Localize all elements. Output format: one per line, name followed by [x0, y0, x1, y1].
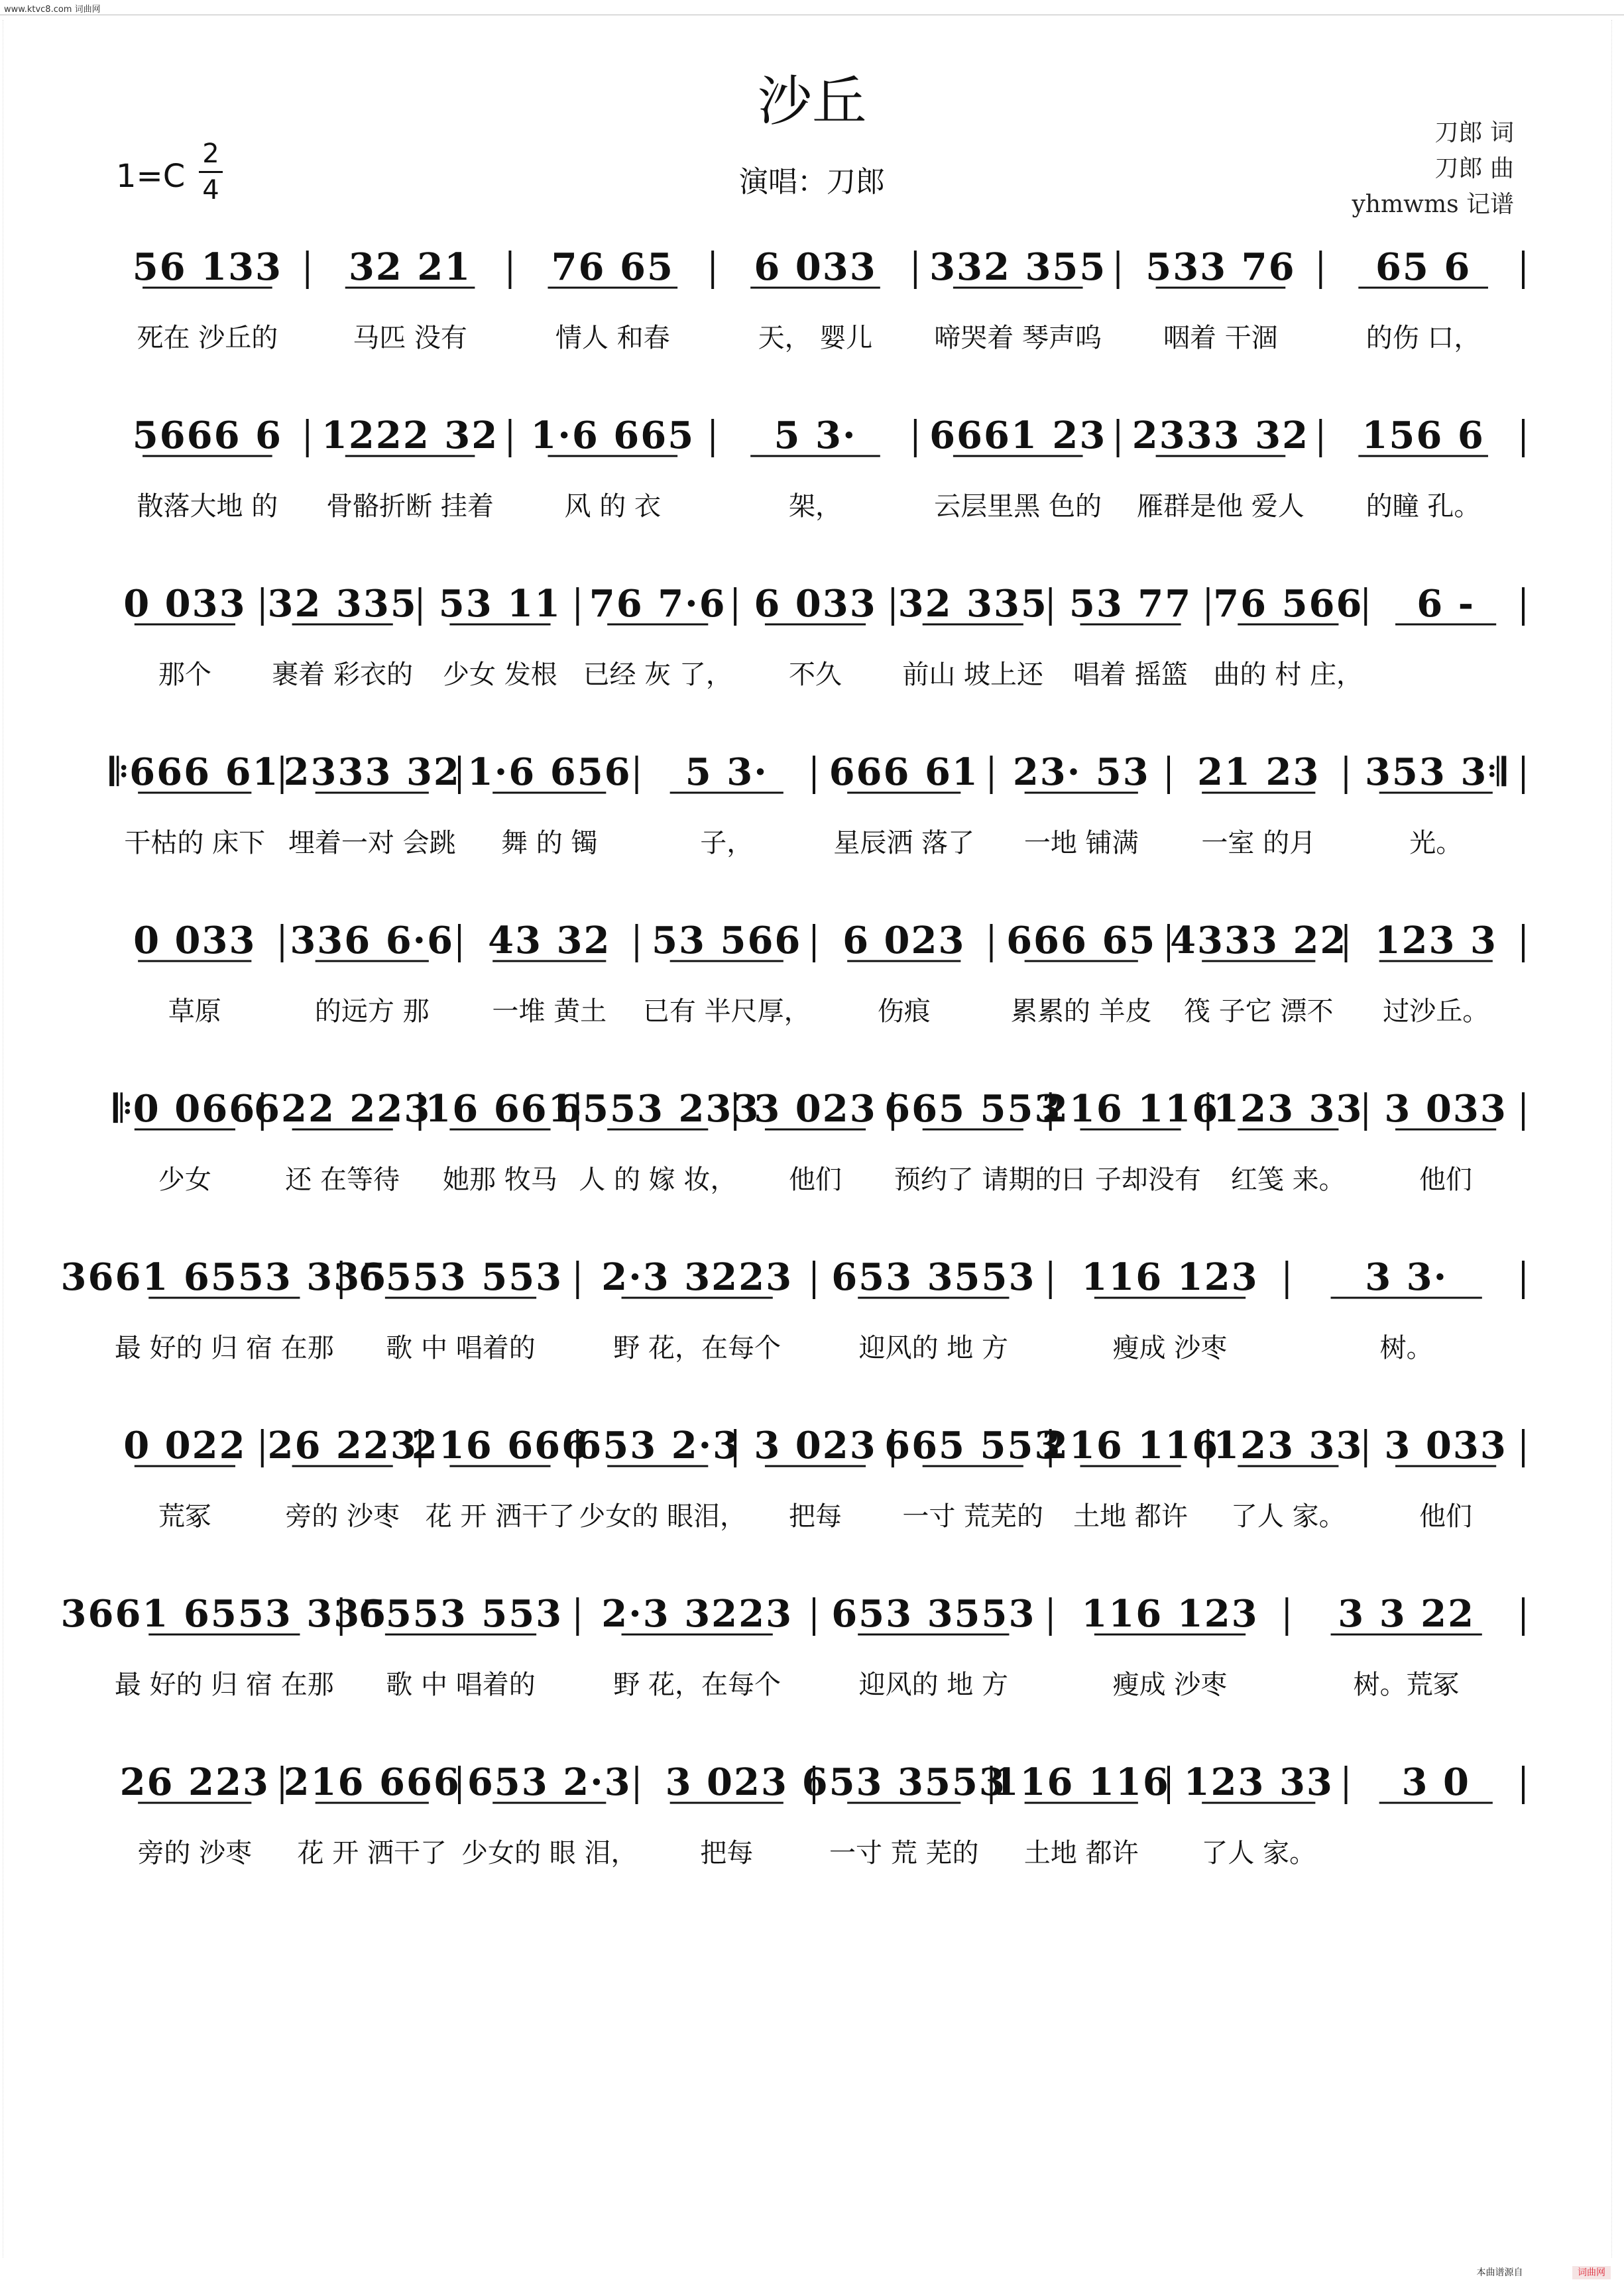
score-row [60, 1249, 1525, 1414]
left-edge-watermark [3, 20, 13, 2257]
lyric-segment: 野 花，在每个 [613, 1333, 781, 1363]
measure-notes: 3 023 [665, 1760, 788, 1804]
score-row [106, 407, 1525, 573]
lyric-segment: 瘦成 沙枣 [1112, 1333, 1228, 1363]
lyric-line [106, 990, 1525, 1030]
lyric-segment: 曲的 村 庄， [1213, 659, 1363, 690]
lyric-segment: 少女的 眼 泪， [461, 1838, 638, 1868]
measure-notes: 0 033 [133, 919, 257, 962]
measure-notes: 53 77 [1069, 582, 1192, 626]
lyric-segment: 啼哭着 琴声呜 [934, 323, 1102, 353]
measure-notes: 1222 32 [321, 414, 499, 457]
measure-notes: 653 2·3 [575, 1424, 740, 1467]
measure-notes: 21 23 [1197, 750, 1320, 794]
lyric-segment: 人 的 嫁 妆， [579, 1165, 737, 1195]
measure-notes: 216 666 [283, 1760, 461, 1804]
lyric-segment: 唱着 摇篮 [1073, 659, 1188, 690]
lyric-segment: 荒冢 [158, 1501, 211, 1532]
source-bar [0, 0, 1624, 15]
measure-notes: 653 2·3 [467, 1760, 632, 1804]
lyric-segment: 的瞳 孔。 [1365, 491, 1481, 522]
lyric-segment: 舞 的 镯 [501, 828, 598, 858]
lyric-segment: 土地 都许 [1073, 1501, 1188, 1532]
footer [1477, 2265, 1611, 2279]
measure-notes: 653 3553 [831, 1255, 1036, 1299]
lyric-segment: 筏 子它 漂不 [1184, 996, 1334, 1027]
footer-site-logo[interactable]: 词曲网 [1572, 2266, 1611, 2279]
measure-notes: 6553 553 [358, 1255, 563, 1299]
lyric-segment: 光。 [1409, 828, 1463, 858]
measure-notes: 3 033 [1384, 1424, 1507, 1467]
measure-notes: 2333 32 [1131, 414, 1310, 457]
composer-credit: 刀郎 曲 [1434, 155, 1514, 182]
measure-notes: 216 116 [1041, 1424, 1220, 1467]
lyric-line [106, 317, 1525, 357]
lyric-segment: 花 开 洒干了 [425, 1501, 575, 1532]
measure-notes: 3 0 [1401, 1760, 1470, 1804]
lyric-segment: 架， [788, 491, 842, 522]
measure-notes: 653 3553 [831, 1592, 1036, 1636]
score-row [60, 1585, 1525, 1751]
measure-notes: 2·3 3223 [601, 1592, 793, 1636]
measure-notes: 1·6 665 [530, 414, 695, 457]
measure-notes: 3 3· [1365, 1255, 1448, 1299]
measure-notes: 332 355 [929, 245, 1107, 289]
lyric-segment: 歌 中 唱着的 [386, 1670, 536, 1700]
measure-notes: 3 023 [754, 1424, 877, 1467]
measure-notes: 666 61 [829, 750, 979, 794]
measure-notes: 76 7·6 [589, 582, 726, 626]
lyric-line [106, 1832, 1525, 1872]
measure-notes: 353 3𝄇 [1364, 750, 1507, 794]
measure-notes: 116 123 [1081, 1592, 1259, 1636]
lyric-line [106, 1327, 1525, 1367]
notation-line [106, 1754, 1525, 1827]
lyric-segment: 最 好的 归 宿 在那 [114, 1333, 334, 1363]
measure-notes: 𝄆0 066 [113, 1087, 257, 1131]
lyric-segment: 野 花，在每个 [613, 1670, 781, 1700]
lyric-line [106, 822, 1525, 862]
source-link[interactable]: www.ktvc8.com 词曲网 [4, 5, 101, 15]
measure-notes: 26 223 [119, 1760, 270, 1804]
lyric-segment: 少女的 眼泪， [579, 1501, 747, 1532]
lyric-segment: 旁的 沙枣 [285, 1501, 400, 1532]
lyric-segment: 树。荒冢 [1353, 1670, 1460, 1700]
notation-line [60, 1585, 1525, 1658]
lyric-segment: 少女 [158, 1165, 211, 1195]
lyric-segment: 少女 发根 [443, 659, 557, 690]
measure-notes: 123 33 [1213, 1424, 1363, 1467]
lyric-segment: 伤痕 [877, 996, 931, 1027]
measure-notes: 622 223 [254, 1087, 432, 1131]
lyric-segment: 一堆 黄土 [492, 996, 607, 1027]
lyric-segment: 土地 都许 [1023, 1838, 1139, 1868]
lyric-segment: 瘦成 沙枣 [1112, 1670, 1228, 1700]
lyric-segment: 死在 沙丘的 [137, 323, 278, 353]
lyric-segment: 把每 [700, 1838, 754, 1868]
measure-notes: 65 6 [1375, 245, 1472, 289]
lyric-segment: 他们 [1419, 1165, 1472, 1195]
measure-notes: 32 335 [267, 582, 418, 626]
lyric-segment: 子， [700, 828, 754, 858]
lyric-segment: 裹着 彩衣的 [272, 659, 413, 690]
lyric-segment: 咽着 干涸 [1163, 323, 1278, 353]
lyric-line [106, 1664, 1525, 1703]
notation-line [106, 407, 1525, 480]
measure-notes: 3661 6553 335 [60, 1592, 388, 1636]
lyric-segment: 了人 家。 [1230, 1501, 1346, 1532]
lyric-segment: 干枯的 床下 [124, 828, 266, 858]
measure-notes: 32 21 [348, 245, 472, 289]
measure-notes: 3 033 [1384, 1087, 1507, 1131]
lyric-segment: 的远方 那 [314, 996, 430, 1027]
lyric-segment: 已有 半尺厚， [642, 996, 811, 1027]
score-row [106, 912, 1525, 1078]
measure-notes: 56 133 [132, 245, 283, 289]
score-row [106, 1417, 1525, 1583]
measure-notes: 216 666 [411, 1424, 589, 1467]
measure-notes: 2·3 3223 [601, 1255, 793, 1299]
measure-notes: 665 553 [884, 1087, 1062, 1131]
lyric-segment: 一寸 荒芜的 [902, 1501, 1044, 1532]
lyric-segment [1348, 1832, 1525, 1872]
lyric-segment: 一地 铺满 [1023, 828, 1139, 858]
lyric-segment: 一寸 荒 芜的 [829, 1838, 979, 1868]
measure-notes: 123 33 [1183, 1760, 1334, 1804]
measure-notes: 4333 22 [1170, 919, 1348, 962]
lyric-segment: 天， 婴儿 [758, 323, 873, 353]
measure-notes: 0 022 [123, 1424, 247, 1467]
measure-notes: 53 11 [438, 582, 562, 626]
lyric-segment: 马匹 没有 [353, 323, 467, 353]
measure-notes: 665 553 [884, 1424, 1062, 1467]
lyric-segment: 的伤 口， [1365, 323, 1481, 353]
measure-notes: 216 116 [1041, 1087, 1220, 1131]
song-title: 沙丘 [757, 70, 866, 133]
lyric-segment: 埋着一对 会跳 [288, 828, 456, 858]
notation-line [60, 1249, 1525, 1322]
lyric-segment: 风 的 衣 [564, 491, 661, 522]
measure-notes: 𝄆666 61 [109, 750, 280, 794]
lyric-segment: 花 开 洒干了 [297, 1838, 447, 1868]
measure-notes: 3 3 22 [1338, 1592, 1476, 1636]
measure-notes: 336 6·6 [290, 919, 455, 962]
measure-notes: 32 335 [898, 582, 1048, 626]
lyric-segment: 累累的 羊皮 [1010, 996, 1152, 1027]
lyric-segment: 迎风的 地 方 [858, 1670, 1009, 1700]
lyric-segment: 迎风的 地 方 [858, 1333, 1009, 1363]
measure-notes: 6553 233 [555, 1087, 760, 1131]
notation-line [106, 1080, 1525, 1153]
lyric-segment: 情人 和春 [555, 323, 670, 353]
notation-line [106, 1417, 1525, 1490]
measure-notes: 6 - [1417, 582, 1475, 626]
measure-notes: 6 033 [754, 582, 877, 626]
time-signature-denominator: 4 [202, 175, 219, 205]
lyric-segment: 红笺 来。 [1230, 1165, 1346, 1195]
measure-notes: 116 123 [1081, 1255, 1259, 1299]
measure-notes: 0 033 [123, 582, 247, 626]
lyric-line [106, 654, 1525, 693]
measure-notes: 5 3· [685, 750, 768, 794]
right-edge-watermark [1611, 20, 1621, 2257]
lyric-segment: 她那 牧马 [443, 1165, 557, 1195]
measure-notes: 2333 32 [283, 750, 461, 794]
lyric-segment: 歌 中 唱着的 [386, 1333, 536, 1363]
lyric-segment: 云层里黑 色的 [934, 491, 1102, 522]
measure-notes: 1·6 656 [467, 750, 632, 794]
score-row [106, 239, 1525, 404]
measure-notes: 76 65 [551, 245, 674, 289]
lyricist-credit: 刀郎 词 [1434, 119, 1514, 146]
singer-line: 演唱：刀郎 [739, 165, 885, 199]
lyric-segment: 已经 灰 了， [583, 659, 732, 690]
credits [1352, 115, 1514, 223]
measure-notes: 3 023 [754, 1087, 877, 1131]
lyric-segment: 草原 [168, 996, 221, 1027]
lyric-segment: 前山 坡上还 [902, 659, 1044, 690]
lyric-segment: 那个 [158, 659, 211, 690]
measure-notes: 3661 6553 335 [60, 1255, 388, 1299]
lyric-segment: 还 在等待 [285, 1165, 400, 1195]
transcriber-credit: yhmwms 记谱 [1352, 191, 1514, 218]
notation-line [106, 239, 1525, 312]
measure-notes: 6 033 [754, 245, 877, 289]
lyric-line [106, 1495, 1525, 1535]
lyric-segment: 树。 [1379, 1333, 1433, 1363]
measure-notes: 53 566 [652, 919, 802, 962]
measure-notes: 123 3 [1374, 919, 1497, 962]
lyric-line [106, 1159, 1525, 1198]
lyric-line [106, 485, 1525, 525]
measure-notes: 123 33 [1213, 1087, 1363, 1131]
lyric-segment: 了人 家。 [1201, 1838, 1316, 1868]
lyric-segment: 不久 [788, 659, 842, 690]
measure-notes: 6553 553 [358, 1592, 563, 1636]
measure-notes: 23· 53 [1012, 750, 1150, 794]
lyric-segment: 日 子却没有 [1060, 1165, 1201, 1195]
notation-line [106, 912, 1525, 985]
measure-notes: 666 65 [1006, 919, 1157, 962]
notation-line [106, 575, 1525, 648]
measure-notes: 533 76 [1145, 245, 1296, 289]
measure-notes: 6661 23 [929, 414, 1107, 457]
lyric-segment: 预约了 请期的 [894, 1165, 1062, 1195]
measure-notes: 43 32 [488, 919, 611, 962]
time-signature-numerator: 2 [199, 141, 223, 173]
measure-notes: 116 116 [992, 1760, 1170, 1804]
lyric-segment: 星辰洒 落了 [833, 828, 975, 858]
measure-notes: 76 566 [1213, 582, 1363, 626]
score-row [106, 744, 1525, 909]
measure-notes: 6 023 [842, 919, 966, 962]
measure-notes: 5666 6 [132, 414, 283, 457]
lyric-segment [1367, 654, 1525, 693]
lyric-segment: 最 好的 归 宿 在那 [114, 1670, 334, 1700]
lyric-segment: 骨骼折断 挂着 [326, 491, 494, 522]
footer-source-label: 本曲谱源自 [1476, 2267, 1523, 2278]
score-row [106, 1754, 1525, 1919]
lyric-segment: 旁的 沙枣 [137, 1838, 253, 1868]
measure-notes: 16 661 [425, 1087, 575, 1131]
score-row [106, 575, 1525, 741]
lyric-segment: 他们 [788, 1165, 842, 1195]
score-row [106, 1080, 1525, 1246]
lyric-segment: 一室 的月 [1201, 828, 1316, 858]
key-signature: 1=C [116, 158, 186, 195]
lyric-segment: 他们 [1419, 1501, 1472, 1532]
measure-notes: 5 3· [774, 414, 857, 457]
lyric-segment: 过沙丘。 [1383, 996, 1489, 1027]
lyric-segment: 雁群是他 爱人 [1137, 491, 1305, 522]
lyric-segment: 把每 [788, 1501, 842, 1532]
measure-notes: 26 223 [267, 1424, 418, 1467]
notation-line [106, 744, 1525, 817]
measure-notes: 653 3553 [801, 1760, 1006, 1804]
lyric-segment: 散落大地 的 [137, 491, 278, 522]
measure-notes: 156 6 [1362, 414, 1485, 457]
